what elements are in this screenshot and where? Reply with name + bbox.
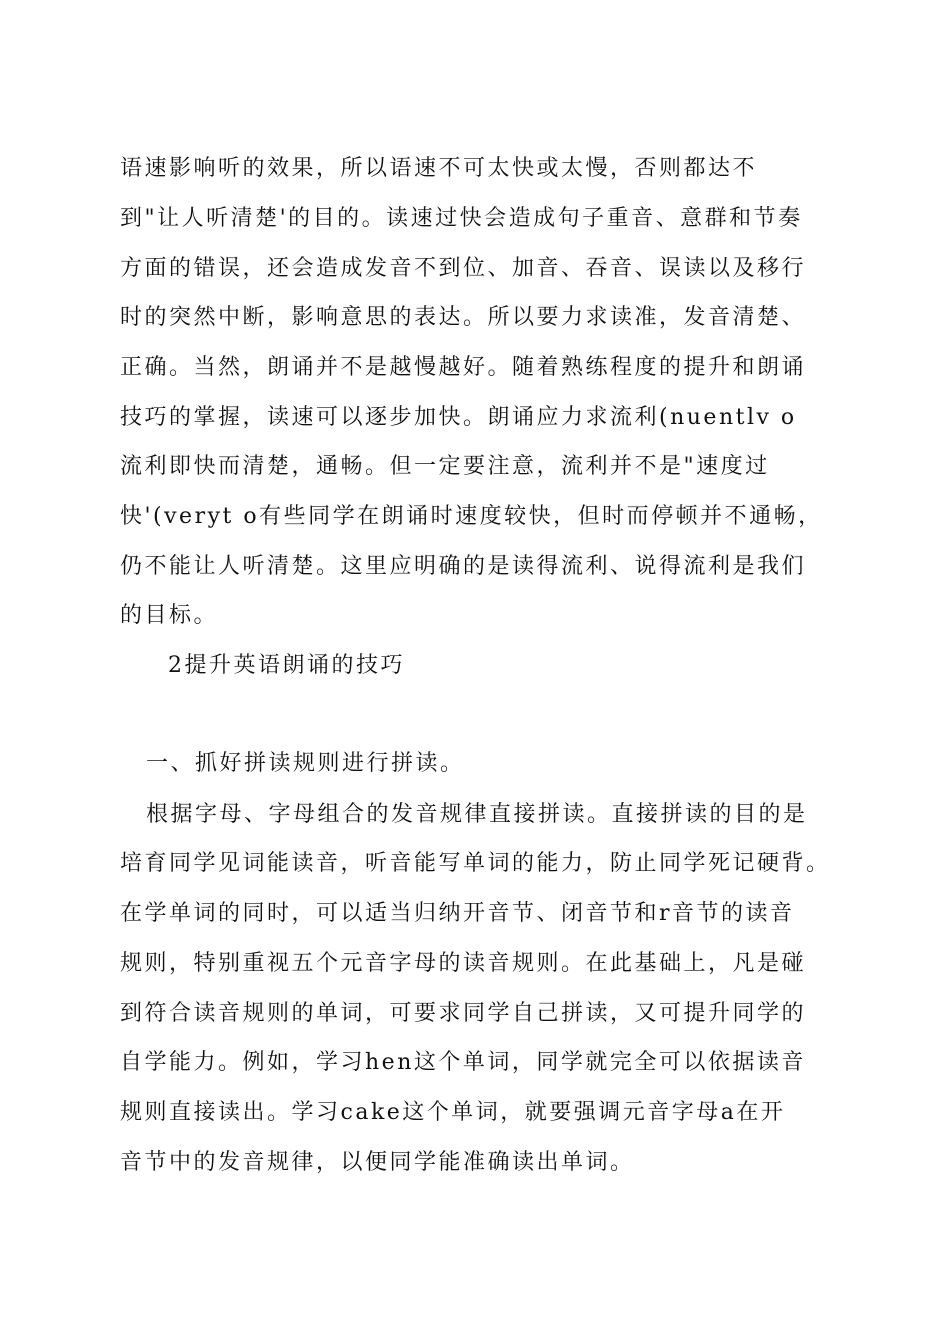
text-line: 技巧的掌握，读速可以逐步加快。朗诵应力求流利(nuentlv o xyxy=(120,405,797,430)
text-line: 的目标。 xyxy=(120,603,219,628)
text-line: 规则直接读出。学习cake这个单词，就要强调元音字母a在开 xyxy=(120,1100,786,1125)
text-line: 自学能力。例如，学习hen这个单词，同学就完全可以依据读音 xyxy=(120,1050,806,1075)
subsection-heading: 一、抓好拼读规则进行拼读。 xyxy=(146,751,465,776)
text-line: 语速影响听的效果，所以语速不可太快或太慢，否则都达不 xyxy=(120,156,758,181)
text-line: 音节中的发音规律，以便同学能准确读出单词。 xyxy=(120,1150,635,1175)
text-line: 快'(veryt o有些同学在朗诵时速度较快，但时而停顿并不通畅， xyxy=(120,504,823,529)
text-line: 到"让人听清楚'的目的。读速过快会造成句子重音、意群和节奏 xyxy=(120,206,803,231)
text-line: 仍不能让人听清楚。这里应明确的是读得流利、说得流利是我们 xyxy=(120,554,807,579)
section-heading: 2提升英语朗诵的技巧 xyxy=(168,653,405,678)
text-line: 培育同学见词能读音，听音能写单词的能力，防止同学死记硬背。 xyxy=(120,851,831,876)
text-line: 根据字母、字母组合的发音规律直接拼读。直接拼读的目的是 xyxy=(146,802,808,827)
text-line: 方面的错误，还会造成发音不到位、加音、吞音、误读以及移行 xyxy=(120,256,807,281)
text-line: 时的突然中断，影响意思的表达。所以要力求读准，发音清楚、 xyxy=(120,305,807,330)
text-line: 在学单词的同时，可以适当归纳开音节、闭音节和r音节的读音 xyxy=(120,901,795,926)
text-line: 规则，特别重视五个元音字母的读音规则。在此基础上，凡是碰 xyxy=(120,951,807,976)
text-line: 正确。当然，朗诵并不是越慢越好。随着熟练程度的提升和朗诵 xyxy=(120,355,807,380)
text-line: 到符合读音规则的单词，可要求同学自己拼读，又可提升同学的 xyxy=(120,1001,807,1026)
text-line: 流利即快而清楚，通畅。但一定要注意，流利并不是"速度过 xyxy=(120,454,770,479)
